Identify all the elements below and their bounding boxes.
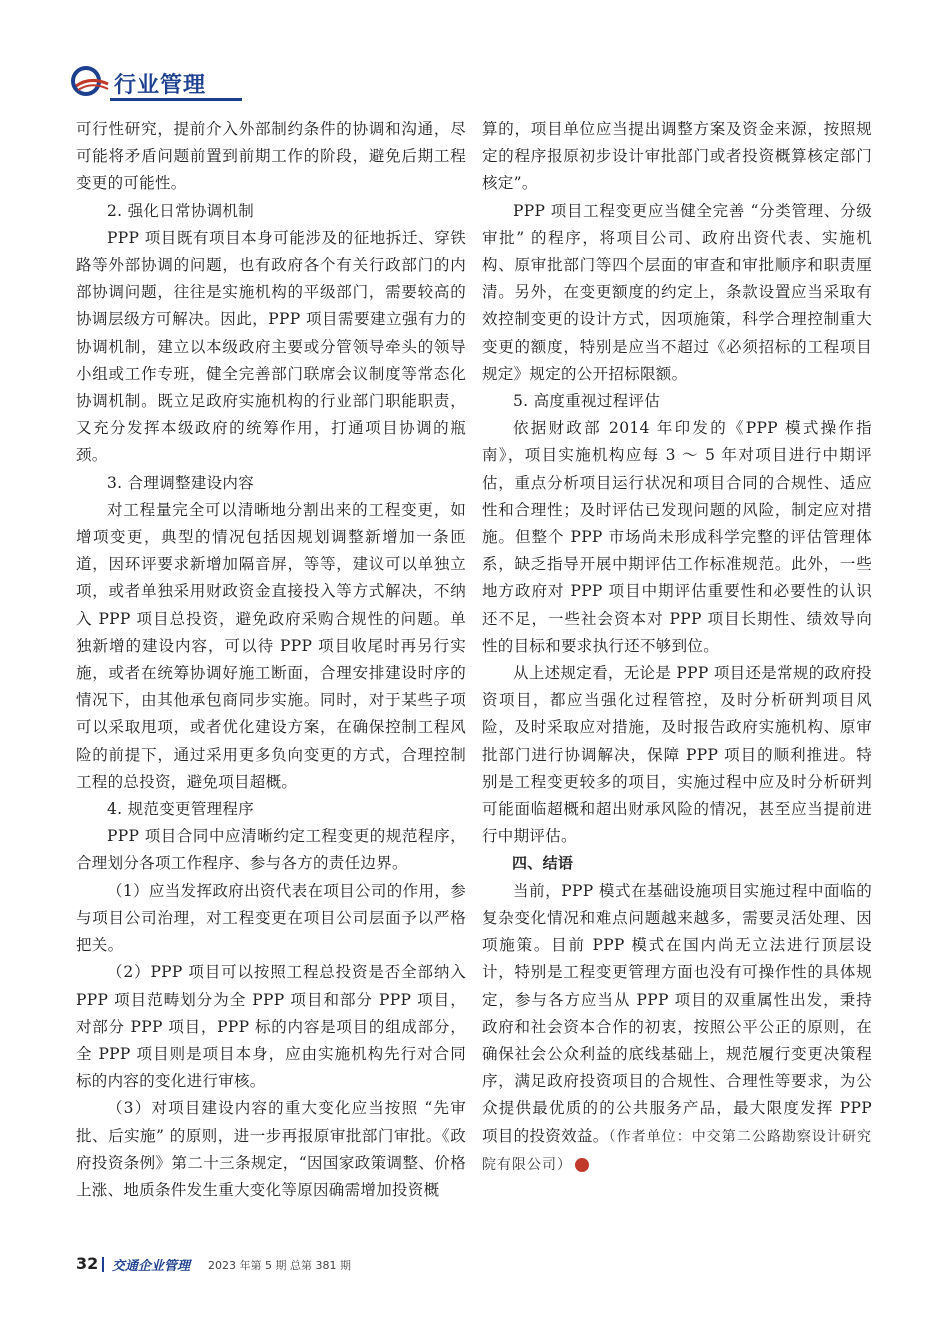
left-column [76,116,466,1204]
journal-logo-icon [70,64,110,98]
header-underline [110,98,242,101]
right-column [482,116,872,1179]
paragraph: （2）PPP 项目可以按照工程总投资是否全部纳入 PPP 项目范畴划分为全 PPP 项目和部分 PPP 项目，对部分 PPP 项目，PPP 标的内容是项目的组成部分，全 PPP 项目则是项目本身，应由实施机构先行对合同标的内容的变化进行审核。 [76,963,466,1091]
end-mark-icon [575,1158,589,1172]
paragraph: 从上述规定看，无论是 PPP 项目还是常规的政府投资项目，都应当强化过程管控，及时分析研判项目风险，及时采取应对措施，及时报告政府实施机构、原审批部门进行协调解决，保障 PPP 项目的顺利推进。特别是工程变更较多的项目，实施过程中应及时分析研判可能面临超概和超出财承风险的情况，甚至应当提前进行中期评估。 [482,664,872,846]
paragraph: PPP 项目合同中应清晰约定工程变更的规范程序，合理划分各项工作程序、参与各方的责任边界。 [76,827,466,873]
footer-divider [102,1257,104,1272]
paragraph: 算的，项目单位应当提出调整方案及资金来源，按照规定的程序报原初步设计审批部门或者投资概算核定部门核定”。 [482,120,872,193]
subheading: 5. 高度重视过程评估 [513,392,661,411]
paragraph-text: 当前，PPP 模式在基础设施项目实施过程中面临的复杂变化情况和难点问题越来越多，需要灵活处理、因项施策。目前 PPP 模式在国内尚无立法进行顶层设计，特别是工程变更管理方面也没有可操作性的具体规定，参与各方应当从 PPP 项目的双重属性出发，秉持政府和社会资本合作的初衷，按照公平公正的原则，在确保社会公众利益的底线基础上，规范履行变更决策程序，满足政府投资项目的合规性、合理性等要求，为公众提供最优质的的公共服务产品，最大限度发挥 PPP 项目的投资效益。 [482,881,872,1145]
paragraph: 可行性研究，提前介入外部制约条件的协调和沟通，尽可能将矛盾问题前置到前期工作的阶段，避免后期工程变更的可能性。 [76,120,466,193]
paragraph: 对工程量完全可以清晰地分割出来的工程变更，如增项变更，典型的情况包括因规划调整新增加一条匝道，因环评要求新增加隔音屏，等等，建议可以单独立项，或者单独采用财政资金直接投入等方式解决，不纳入 PPP 项目总投资，避免政府采购合规性的问题。单独新增的建设内容，可以待 PPP 项目收尾时再另行实施，或者在统筹协调好施工断面，合理安排建设时序的情况下，由其他承包商同步实施。同时，对于某些子项可以采取甩项，或者优化建设方案，在确保控制工程风险的前提下，通过采用更多负向变更的方式，合理控制工程的总投资，避免项目超概。 [76,500,466,791]
paragraph: 依据财政部 2014 年印发的《PPP 模式操作指南》，项目实施机构应每 3 ～ 5 年对项目进行中期评估，重点分析项目运行状况和项目合同的合规性、适应性和合理性；及时评估已发现问题的风险，制定应对措施。但整个 PPP 市场尚未形成科学完整的评估管理体系，缺乏指导开展中期评估工作标准规范。此外，一些地方政府对 PPP 项目中期评估重要性和必要性的认识还不足，一些社会资本对 PPP 项目长期性、绩效导向性的目标和要求执行还不够到位。 [482,419,872,655]
page-number: 32 [76,1254,99,1273]
subheading: 4. 规范变更管理程序 [107,800,255,819]
issue-info: 2023 年第 5 期 总第 381 期 [208,1259,351,1272]
subheading: 3. 合理调整建设内容 [107,473,255,492]
journal-name: 交通企业管理 [112,1259,191,1274]
paragraph: PPP 项目既有项目本身可能涉及的征地拆迁、穿铁路等外部协调的问题，也有政府各个有关行政部门的内部协调问题，往往是实施机构的平级部门，需要较高的协调层级方可解决。因此，PPP 项目需要建立强有力的协调机制，建立以本级政府主要或分管领导牵头的领导小组或工作专班，健全完善部门联席会议制度等常态化协调机制。既立足政府实施机构的行业部门职能职责，又充分发挥本级政府的统筹作用，打通项目协调的瓶颈。 [76,228,466,465]
section-title: 行业管理 [114,73,207,98]
subheading: 2. 强化日常协调机制 [107,201,255,220]
section-heading: 四、结语 [512,854,574,873]
paragraph: （1）应当发挥政府出资代表在项目公司的作用，参与项目公司治理，对工程变更在项目公司层面予以严格把关。 [76,881,466,955]
page-header [70,62,470,102]
author-affiliation: （作者单位：中交第二公路勘察设计研究院有限公司） [482,1128,872,1173]
paragraph-final [482,878,872,1179]
paragraph: （3）对项目建设内容的重大变化应当按照 “先审批、后实施” 的原则，进一步再报原审批部门审批。《政府投资条例》第二十三条规定，“因国家政策调整、价格上涨、地质条件发生重大变化等原因确需增加投资概 [76,1099,466,1199]
paragraph: PPP 项目工程变更应当健全完善 “分类管理、分级审批” 的程序，将项目公司、政府出资代表、实施机构、原审批部门等四个层面的审查和审批顺序和职责厘清。另外，在变更额度的约定上，条款设置应当采取有效控制变更的设计方式，因项施策，科学合理控制重大变更的额度，特别是应当不超过《必须招标的工程项目规定》规定的公开招标限额。 [482,201,872,383]
